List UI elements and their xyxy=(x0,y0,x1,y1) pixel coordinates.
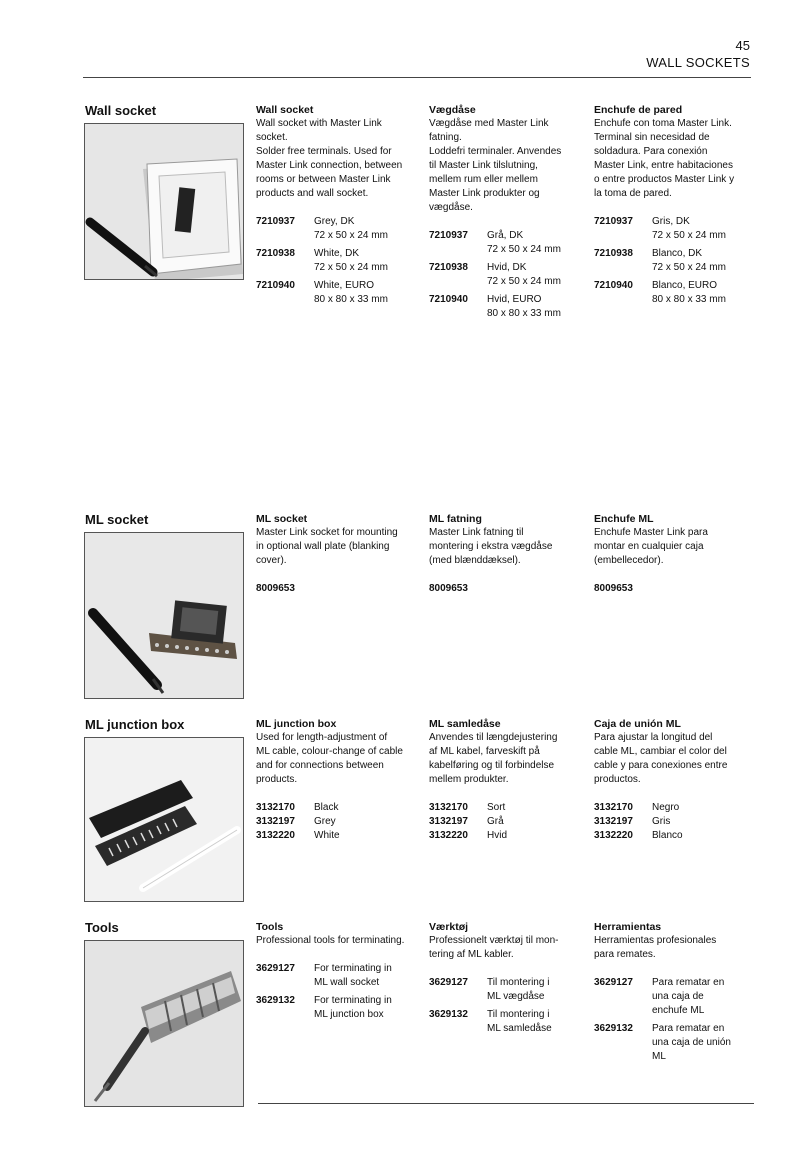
description-line: products and wall socket. xyxy=(256,188,369,199)
list-item xyxy=(594,976,756,1018)
description-line: Master Link produkter og xyxy=(429,188,540,199)
item-code: 3132197 xyxy=(594,816,633,827)
item-code: 3132220 xyxy=(256,830,295,841)
product-heading: Wall socket xyxy=(256,104,314,116)
description-line: Master Link, entre habitaciones xyxy=(594,160,733,171)
list-item xyxy=(594,215,756,243)
item-desc: Grå, DK xyxy=(487,230,524,241)
description-line: mellem produkter. xyxy=(429,774,509,785)
list-item xyxy=(256,962,418,990)
item-desc: ML xyxy=(652,1051,666,1062)
item-desc: Grey, DK xyxy=(314,216,355,227)
column-english xyxy=(256,717,418,843)
column-spanish xyxy=(594,103,756,311)
list-item xyxy=(429,293,591,321)
item-desc: Til montering i xyxy=(487,1009,550,1020)
description-line: cable y para conexiones entre xyxy=(594,760,728,771)
item-code: 7210938 xyxy=(594,248,633,259)
description-line: Used for length-adjustment of xyxy=(256,732,388,743)
item-code: 3132170 xyxy=(429,802,468,813)
item-desc: 72 x 50 x 24 mm xyxy=(487,244,561,255)
description-line: Anvendes til længdejustering xyxy=(429,732,558,743)
item-desc: Black xyxy=(314,802,339,813)
item-list xyxy=(256,962,418,1022)
list-item xyxy=(256,247,418,275)
item-desc: ML junction box xyxy=(314,1009,384,1020)
product-heading: ML samledåse xyxy=(429,718,501,730)
ml-junction-box-photo xyxy=(84,737,244,902)
section-title: ML socket xyxy=(85,512,149,527)
description-line: montering i ekstra vægdåse xyxy=(429,541,553,552)
description-line: in optional wall plate (blanking xyxy=(256,541,390,552)
item-code: 3629132 xyxy=(256,995,295,1006)
item-code: 3132197 xyxy=(256,816,295,827)
item-code: 3132170 xyxy=(256,802,295,813)
description-line: Enchufe Master Link para xyxy=(594,527,708,538)
product-heading: Herramientas xyxy=(594,921,662,933)
list-item xyxy=(594,1022,756,1064)
description-line: Enchufe con toma Master Link. xyxy=(594,118,732,129)
item-list xyxy=(594,215,756,307)
description-line: Professionelt værktøj til mon- xyxy=(429,935,559,946)
product-heading: Enchufe de pared xyxy=(594,104,683,116)
list-item xyxy=(256,994,418,1022)
item-desc: Sort xyxy=(487,802,506,813)
description-line: o entre productos Master Link y xyxy=(594,174,735,185)
description-line: Terminal sin necesidad de xyxy=(594,132,710,143)
description-line: soldadura. Para conexión xyxy=(594,146,708,157)
description-line: fatning. xyxy=(429,132,462,143)
column-danish xyxy=(429,717,591,843)
list-item xyxy=(256,815,418,829)
product-heading: ML fatning xyxy=(429,513,482,525)
item-list xyxy=(429,229,591,321)
item-code: 3629132 xyxy=(429,1009,468,1020)
list-item xyxy=(256,279,418,307)
item-desc: Para rematar en xyxy=(652,977,725,988)
item-desc: White xyxy=(314,830,340,841)
description-line: ML cable, colour-change of cable xyxy=(256,746,403,757)
tools-photo xyxy=(84,940,244,1107)
description-line: kabelføring og til forbindelse xyxy=(429,760,555,771)
item-desc: 72 x 50 x 24 mm xyxy=(652,262,726,273)
item-desc: 72 x 50 x 24 mm xyxy=(314,262,388,273)
description-line: (embellecedor). xyxy=(594,555,664,566)
list-item xyxy=(429,976,591,1004)
product-heading: Værktøj xyxy=(429,921,469,933)
column-english xyxy=(256,920,418,1026)
column-danish xyxy=(429,512,591,600)
list-item xyxy=(429,801,591,815)
description-line: cover). xyxy=(256,555,287,566)
description-line: mellem rum eller mellem xyxy=(429,174,538,185)
list-item xyxy=(594,801,756,815)
item-list xyxy=(429,801,591,843)
item-code: 3629132 xyxy=(594,1023,633,1034)
item-desc: 72 x 50 x 24 mm xyxy=(314,230,388,241)
page-title: WALL SOCKETS xyxy=(646,55,750,70)
description-line: para remates. xyxy=(594,949,656,960)
item-list xyxy=(594,801,756,843)
list-item xyxy=(429,229,591,257)
item-desc: 72 x 50 x 24 mm xyxy=(652,230,726,241)
description-line: socket. xyxy=(256,132,288,143)
item-code: 7210937 xyxy=(429,230,468,241)
item-list xyxy=(429,976,591,1036)
description-line: Master Link socket for mounting xyxy=(256,527,398,538)
item-list xyxy=(594,976,756,1064)
item-code: 3132197 xyxy=(429,816,468,827)
item-code: 7210940 xyxy=(429,294,468,305)
list-item xyxy=(594,815,756,829)
item-desc: Para rematar en xyxy=(652,1023,725,1034)
section-title: ML junction box xyxy=(85,717,185,732)
list-item xyxy=(594,829,756,843)
description-line: cable ML, cambiar el color del xyxy=(594,746,727,757)
item-desc: 80 x 80 x 33 mm xyxy=(652,294,726,305)
list-item xyxy=(429,1008,591,1036)
product-heading: ML socket xyxy=(256,513,308,525)
description-line: (med blænddæksel). xyxy=(429,555,521,566)
item-desc: 72 x 50 x 24 mm xyxy=(487,276,561,287)
section-title: Tools xyxy=(85,920,119,935)
list-item xyxy=(429,261,591,289)
item-desc: una caja de unión xyxy=(652,1037,731,1048)
item-desc: enchufe ML xyxy=(652,1005,705,1016)
description-line: Loddefri terminaler. Anvendes xyxy=(429,146,562,157)
description-line: Wall socket with Master Link xyxy=(256,118,382,129)
list-item xyxy=(256,582,418,596)
item-code: 3629127 xyxy=(256,963,295,974)
column-spanish xyxy=(594,512,756,600)
item-desc: Hvid, DK xyxy=(487,262,527,273)
item-code: 7210940 xyxy=(256,280,295,291)
item-desc: ML vægdåse xyxy=(487,991,545,1002)
item-code: 8009653 xyxy=(429,583,468,594)
item-code: 3132220 xyxy=(429,830,468,841)
product-heading: Vægdåse xyxy=(429,104,476,116)
item-code: 3629127 xyxy=(429,977,468,988)
item-desc: Blanco, DK xyxy=(652,248,703,259)
item-list xyxy=(256,215,418,307)
item-desc: Blanco, EURO xyxy=(652,280,718,291)
item-desc: ML wall socket xyxy=(314,977,380,988)
item-desc: Negro xyxy=(652,802,680,813)
item-code: 3132170 xyxy=(594,802,633,813)
item-list xyxy=(256,582,418,596)
item-desc: Grey xyxy=(314,816,336,827)
item-desc: For terminating in xyxy=(314,995,392,1006)
item-desc: Blanco xyxy=(652,830,683,841)
description-line: Para ajustar la longitud del xyxy=(594,732,713,743)
description-line: vægdåse. xyxy=(429,202,473,213)
bottom-rule xyxy=(258,1103,754,1104)
item-code: 3132220 xyxy=(594,830,633,841)
item-code: 7210940 xyxy=(594,280,633,291)
section-title: Wall socket xyxy=(85,103,157,118)
item-desc: White, EURO xyxy=(314,280,375,291)
item-desc: 80 x 80 x 33 mm xyxy=(487,308,561,319)
page-number: 45 xyxy=(735,38,750,53)
description-line: Professional tools for terminating. xyxy=(256,935,405,946)
item-list xyxy=(594,582,756,596)
description-line: til Master Link tilslutning, xyxy=(429,160,538,171)
item-list xyxy=(429,582,591,596)
product-heading: ML junction box xyxy=(256,718,337,730)
description-line: Master Link fatning til xyxy=(429,527,524,538)
item-desc: White, DK xyxy=(314,248,360,259)
description-line: montar en cualquier caja xyxy=(594,541,704,552)
list-item xyxy=(256,801,418,815)
description-line: tering af ML kabler. xyxy=(429,949,514,960)
list-item xyxy=(594,247,756,275)
product-heading: Enchufe ML xyxy=(594,513,654,525)
wall-socket-photo xyxy=(84,123,244,280)
column-english xyxy=(256,512,418,600)
item-desc: Hvid xyxy=(487,830,508,841)
column-english xyxy=(256,103,418,311)
product-heading: Caja de unión ML xyxy=(594,718,681,730)
item-desc: Hvid, EURO xyxy=(487,294,542,305)
list-item xyxy=(256,215,418,243)
description-line: la toma de pared. xyxy=(594,188,672,199)
item-desc: una caja de xyxy=(652,991,704,1002)
top-rule xyxy=(83,77,751,78)
description-line: and for connections between xyxy=(256,760,384,771)
description-line: rooms or between Master Link xyxy=(256,174,391,185)
item-code: 3629127 xyxy=(594,977,633,988)
item-code: 7210938 xyxy=(256,248,295,259)
column-danish xyxy=(429,103,591,325)
item-desc: Gris xyxy=(652,816,671,827)
description-line: Master Link connection, between xyxy=(256,160,403,171)
item-code: 7210937 xyxy=(256,216,295,227)
item-desc: Til montering i xyxy=(487,977,550,988)
item-code: 7210937 xyxy=(594,216,633,227)
description-line: productos. xyxy=(594,774,641,785)
item-desc: Gris, DK xyxy=(652,216,690,227)
column-danish xyxy=(429,920,591,1040)
column-spanish xyxy=(594,717,756,843)
list-item xyxy=(256,829,418,843)
item-desc: For terminating in xyxy=(314,963,392,974)
list-item xyxy=(594,279,756,307)
item-code: 7210938 xyxy=(429,262,468,273)
description-line: af ML kabel, farveskift på xyxy=(429,746,540,757)
item-code: 8009653 xyxy=(256,583,295,594)
item-desc: 80 x 80 x 33 mm xyxy=(314,294,388,305)
description-line: products. xyxy=(256,774,298,785)
list-item xyxy=(594,582,756,596)
list-item xyxy=(429,582,591,596)
item-list xyxy=(256,801,418,843)
list-item xyxy=(429,829,591,843)
ml-socket-photo xyxy=(84,532,244,699)
item-desc: ML samledåse xyxy=(487,1023,552,1034)
column-spanish xyxy=(594,920,756,1068)
item-desc: Grå xyxy=(487,816,504,827)
description-line: Solder free terminals. Used for xyxy=(256,146,392,157)
list-item xyxy=(429,815,591,829)
description-line: Herramientas profesionales xyxy=(594,935,717,946)
item-code: 8009653 xyxy=(594,583,633,594)
product-heading: Tools xyxy=(256,921,284,933)
description-line: Vægdåse med Master Link xyxy=(429,118,549,129)
